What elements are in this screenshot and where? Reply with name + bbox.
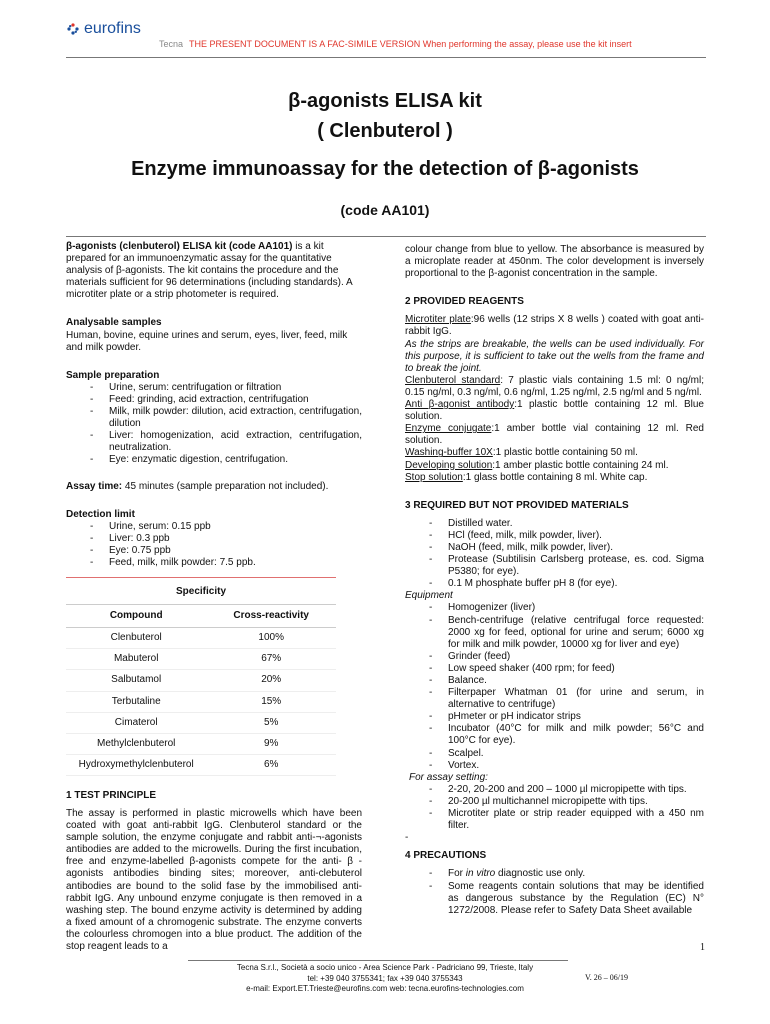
list-item: - Distilled water. <box>405 518 704 530</box>
cross-reactivity-cell: 6% <box>206 754 336 775</box>
reagent-antibody <box>405 399 704 423</box>
sample-prep-heading: Sample preparation <box>66 369 160 381</box>
list-item: - Eye: 0.75 ppb <box>66 545 362 557</box>
table-row <box>66 754 336 775</box>
reagents-heading: 2 PROVIDED REAGENTS <box>405 296 524 308</box>
compound-cell: Clenbuterol <box>66 628 206 649</box>
precautions-heading: 4 PRECAUTIONS <box>405 850 487 862</box>
specificity-table <box>66 577 336 776</box>
table-row <box>66 649 336 670</box>
table-row <box>66 670 336 691</box>
eurofins-logo <box>66 20 141 38</box>
reagent-text: :1 plastic bottle containing 12 ml. Blue solution. <box>405 399 704 423</box>
cross-reactivity-cell: 100% <box>206 628 336 649</box>
list-item: - NaOH (feed, milk, milk powder, liver). <box>405 542 704 554</box>
cross-reactivity-cell: 67% <box>206 649 336 670</box>
specificity-title: Specificity <box>175 586 227 598</box>
reagent-text: :1 amber plastic bottle containing 24 ml. <box>492 459 669 471</box>
reagent-label: Clenbuterol standard <box>405 374 501 386</box>
list-item: - Milk, milk powder: dilution, acid extraction, centrifugation, dilution <box>66 406 362 430</box>
reagent-label: Microtiter plate <box>405 314 471 326</box>
sample-prep-list <box>66 382 362 467</box>
test-principle-text: The assay is performed in plastic microwells which have been coated with goat anti-rabbit IgG. Clenbuterol standard or the sample solution, the enzyme conjugate and rabbit anti-¬-agonists antibodies are added to the microwells. During the first incubation, free and enzyme-labelled β-agonists compete for the anti- β -agonists antibodies binding sites; moreover, anti-clebuterol antibodies are bound to the solid fase by the immobilised anti-rabbit IgG. Any unbound enzyme conjugate is then removed in a washing step. The bound enzyme activity is determined by adding a fixed amount of a chromogenic substrate. The enzyme converts the colourless chromogen into a blue product. The addition of the stop reagent leads to a <box>66 808 362 953</box>
list-item: - 20-200 µl multichannel micropipette with tips. <box>405 796 704 808</box>
assay-time-text: 45 minutes (sample preparation not included). <box>122 480 329 492</box>
cross-reactivity-cell: 5% <box>206 712 336 733</box>
reagent-conjugate <box>405 423 704 447</box>
precaution-text: For <box>448 868 466 880</box>
intro-text: is a kit prepared for an immunoenzymatic assay for the quantitative analysis of β-agonists. The kit contains the procedure and the materials sufficient for 96 determinations (including standards). A microtiter plate or a strip photometer is required. <box>66 241 353 301</box>
reagent-text: :1 plastic bottle containing 50 ml. <box>492 447 638 459</box>
page-number: 1 <box>700 942 705 953</box>
list-item: - Grinder (feed) <box>405 651 704 663</box>
list-item: - Feed, milk, milk powder: 7.5 ppb. <box>66 557 362 569</box>
reagent-text: :96 wells (12 strips X 8 wells ) coated with goat anti-rabbit IgG. <box>405 314 705 338</box>
list-item: - Urine, serum: centrifugation or filtration <box>66 382 362 394</box>
reagent-standard <box>405 375 704 399</box>
list-item: - Urine, serum: 0.15 ppb <box>66 521 362 533</box>
empty-dash: - <box>405 832 409 844</box>
required-heading: 3 REQUIRED BUT NOT PROVIDED MATERIALS <box>405 499 629 511</box>
table-row <box>66 628 336 649</box>
list-item: - Incubator (40°C for milk and milk powder; 56°C and 100°C for eye). <box>405 723 704 747</box>
title-line-2: ( Clenbuterol ) <box>317 120 453 142</box>
reagent-microtiter <box>405 314 704 338</box>
compound-cell: Mabuterol <box>66 649 206 670</box>
reagent-label: Enzyme conjugate <box>405 423 492 435</box>
title-divider <box>66 236 706 237</box>
reagent-microtiter-note: As the strips are breakable, the wells can be used individually. For this purpose, it is sufficient to take out the wells from the frame and to break the joint. <box>405 338 704 374</box>
cross-reactivity-cell: 20% <box>206 670 336 691</box>
eurofins-logo-icon <box>66 22 80 36</box>
list-item: - Protease (Subtilisin Carlsberg protease, es. cod. Sigma P5380; for eye). <box>405 554 704 578</box>
column-header-compound: Compound <box>66 605 206 628</box>
list-item: - Some reagents contain solutions that may be identified as dangerous substance by the Regulation (EC) N° 1272/2008. Please refer to Safety Data Sheet available <box>405 881 704 917</box>
reagent-label: Stop solution <box>405 471 463 483</box>
assay-setting-label: For assay setting: <box>409 771 488 783</box>
table-row <box>66 712 336 733</box>
precaution-italic: in vitro <box>465 868 496 880</box>
title-line-1: β-agonists ELISA kit <box>288 90 482 112</box>
table-row <box>66 691 336 712</box>
test-principle-heading: 1 TEST PRINCIPLE <box>66 789 157 801</box>
list-item: - Filterpaper Whatman 01 (for urine and serum, in alternative to centrifuge) <box>405 687 704 711</box>
reagent-text: :1 glass bottle containing 8 ml. White cap. <box>462 471 648 483</box>
right-column <box>405 244 704 917</box>
list-item: - 0.1 M phosphate buffer pH 8 (for eye). <box>405 578 704 590</box>
title-line-3: Enzyme immunoassay for the detection of β-agonists <box>131 158 639 180</box>
cross-reactivity-cell: 15% <box>206 691 336 712</box>
table-row <box>66 733 336 754</box>
detection-list <box>66 521 362 569</box>
reagent-wash <box>405 447 704 459</box>
test-principle-continuation: colour change from blue to yellow. The absorbance is measured by a microplate reader at 450nm. The color development is inversely proportional to the β-agonist concentration in the sample. <box>405 244 704 280</box>
list-item: - Microtiter plate or strip reader equipped with a 450 nm filter. <box>405 808 704 832</box>
reagent-label: Washing-buffer 10X <box>405 447 493 459</box>
reagent-text: : 7 plastic vials containing 1.5 ml: 0 ng/ml; 0.15 ng/ml, 0.3 ng/ml, 0.6 ng/ml, 1.25 ng/ml, 2.5 ng/ml and 5 ng/ml. <box>405 374 705 398</box>
document-version: V. 26 – 06/19 <box>585 973 628 982</box>
list-item: - Low speed shaker (400 rpm; for feed) <box>405 663 704 675</box>
reagent-text: :1 amber bottle vial containing 12 ml. Red solution. <box>405 423 704 447</box>
list-item: - pHmeter or pH indicator strips <box>405 711 704 723</box>
analysable-text: Human, bovine, equine urines and serum, eyes, liver, feed, milk and milk powder. <box>66 329 348 353</box>
footer <box>0 963 770 995</box>
list-item: - Balance. <box>405 675 704 687</box>
tecna-label: Tecna <box>159 39 184 49</box>
cross-reactivity-cell: 9% <box>206 733 336 754</box>
left-column <box>66 241 362 953</box>
footer-phone: tel: +39 040 3755341; fax +39 040 3755343 <box>307 973 463 983</box>
kit-code: (code AA101) <box>340 202 430 218</box>
precaution-text: diagnostic use only. <box>495 868 586 880</box>
compound-cell: Salbutamol <box>66 670 206 691</box>
list-item: - Homogenizer (liver) <box>405 602 704 614</box>
compound-cell: Cimaterol <box>66 712 206 733</box>
list-item: - 2-20, 20-200 and 200 – 1000 µl micropipette with tips. <box>405 784 704 796</box>
assay-time-label: Assay time: <box>66 480 123 492</box>
reagent-stop <box>405 472 704 484</box>
facsimile-warning: THE PRESENT DOCUMENT IS A FAC-SIMILE VERSION When performing the assay, please use the kit insert <box>189 39 632 49</box>
equipment-list <box>405 602 704 771</box>
intro-bold: β-agonists (clenbuterol) ELISA kit (code AA101) <box>66 241 293 252</box>
compound-cell: Methylclenbuterol <box>66 733 206 754</box>
list-item: - HCl (feed, milk, milk powder, liver). <box>405 530 704 542</box>
reagent-developing <box>405 460 704 472</box>
list-item: - Feed: grinding, acid extraction, centrifugation <box>66 394 362 406</box>
list-item: - Bench-centrifuge (relative centrifugal force requested: 2000 xg for feed, optional for urine and serum; 6000 xg for milk and milk powder, 10000 xg for liver and eye) <box>405 615 704 651</box>
footer-address: Tecna S.r.l., Società a socio unico - Area Science Park - Padriciano 99, Trieste, Italy <box>236 963 534 972</box>
column-header-cross-reactivity: Cross-reactivity <box>206 605 336 628</box>
brand-name: eurofins <box>84 20 141 37</box>
list-item: - Scalpel. <box>405 748 704 760</box>
precautions-list <box>405 868 704 916</box>
detection-heading: Detection limit <box>66 508 135 520</box>
list-item: - Liver: homogenization, acid extraction, centrifugation, neutralization. <box>66 430 362 454</box>
assay-setting-list <box>405 784 704 832</box>
required-list <box>405 518 704 591</box>
footer-contact: e-mail: Export.ET.Trieste@eurofins.com web: tecna.eurofins-technologies.com <box>246 984 524 993</box>
reagent-label: Developing solution <box>405 459 493 471</box>
header-divider <box>66 57 706 58</box>
equipment-label: Equipment <box>405 590 453 602</box>
assay-time <box>66 481 362 493</box>
analysable-heading: Analysable samples <box>66 317 162 329</box>
list-item: - Liver: 0.3 ppb <box>66 533 362 545</box>
compound-cell: Hydroxymethylclenbuterol <box>66 754 206 775</box>
footer-divider <box>188 960 568 961</box>
compound-cell: Terbutaline <box>66 691 206 712</box>
list-item <box>405 868 704 880</box>
list-item: - Vortex. <box>405 760 704 772</box>
intro-paragraph <box>66 241 362 301</box>
list-item: - Eye: enzymatic digestion, centrifugation. <box>66 454 362 466</box>
reagent-label: Anti β-agonist antibody <box>405 399 515 411</box>
